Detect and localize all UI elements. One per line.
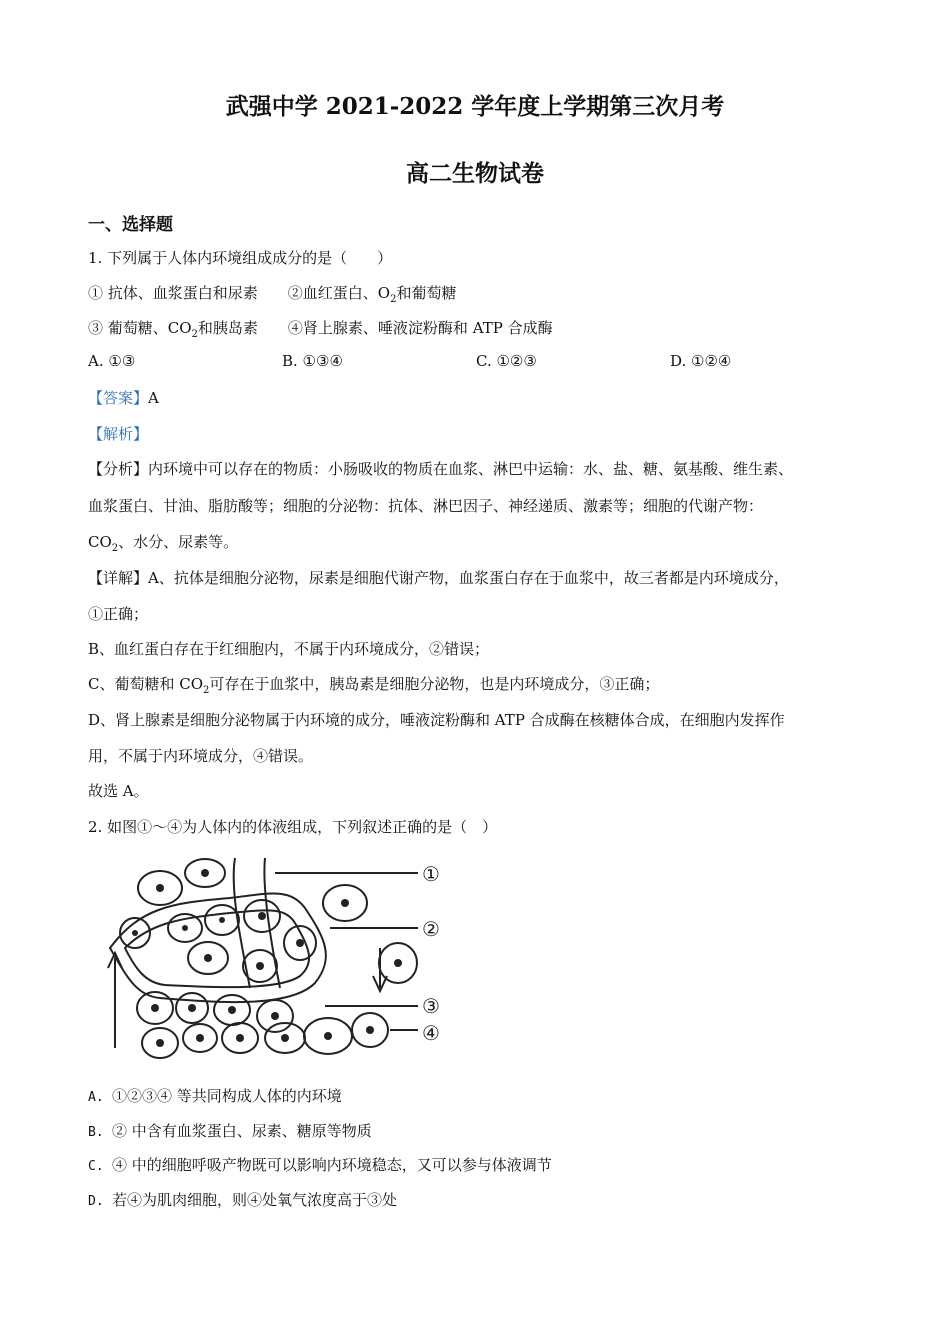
section-heading: 一、选择题 [88, 215, 173, 235]
detail-line-4: C、葡萄糖和 $CO_2$可存在于血浆中，胰岛素是细胞分泌物，也是内环境成分，③正确； [88, 675, 660, 696]
capillary-inner-wall [125, 910, 309, 987]
figure-label-2: ② [422, 917, 440, 941]
analysis-line-1: 【分析】内环境中可以存在的物质：小肠吸收的物质在血浆、淋巴中运输：水、盐、糖、氨基酸、维生素、 [88, 460, 794, 478]
conclusion: 故选 A。 [88, 782, 149, 800]
detail-line-6: 用，不属于内环境成分，④错误。 [88, 747, 314, 765]
figure-label-3: ③ [422, 994, 440, 1018]
detail-line-3: B、血红蛋白存在于红细胞内，不属于内环境成分，②错误； [88, 640, 490, 658]
q2-choice-d: D. 若④为肌肉细胞，则④处氧气浓度高于③处 [88, 1191, 398, 1209]
analysis-line-3: $CO_2$、水分、尿素等。 [88, 533, 239, 554]
exam-title: 武强中学 2021-2022 学年度上学期第三次月考 [225, 93, 725, 120]
q2-choice-a: A. ①②③④ 等共同构成人体的内环境 [88, 1087, 342, 1105]
lymphatic-vessel [234, 858, 250, 988]
q2-stem: 2. 如图①～④为人体内的体液组成，下列叙述正确的是（ ） [88, 818, 498, 836]
q2-choice-c: C. ④ 中的细胞呼吸产物既可以影响内环境稳态，又可以参与体液调节 [88, 1156, 552, 1174]
q1-option-b: B. ①③④ [282, 352, 343, 370]
detail-line-1: 【详解】A、抗体是细胞分泌物，尿素是细胞代谢产物，血浆蛋白存在于血浆中，故三者都是内环境成分， [88, 569, 789, 587]
q2-choice-b: B. ② 中含有血浆蛋白、尿素、糖原等物质 [88, 1122, 372, 1140]
body-fluid-diagram [100, 848, 460, 1063]
cell-nuclei [132, 869, 402, 1047]
q1-items-row2: ③ 葡萄糖、$CO_2$和胰岛素 ④肾上腺素、唾液淀粉酶和 ATP 合成酶 [88, 319, 553, 340]
q1-items-row1: ① 抗体、血浆蛋白和尿素 ②血红蛋白、$O_2$和葡萄糖 [88, 284, 457, 305]
analysis-label: 【解析】 [88, 425, 149, 443]
capillary-wall [110, 894, 326, 1003]
q1-stem: 1. 下列属于人体内环境组成成分的是（ ） [88, 249, 393, 267]
q1-answer [88, 387, 159, 408]
detail-line-5: D、肾上腺素是细胞分泌物属于内环境的成分，唾液淀粉酶和 ATP 合成酶在核糖体合成，在细胞内发挥作 [88, 711, 785, 729]
q1-option-d: D. ①②④ [670, 352, 732, 370]
q1-option-a: A. ①③ [88, 352, 136, 370]
figure-label-1: ① [422, 862, 440, 886]
answer-label: 【答案】 [88, 389, 149, 407]
q1-option-c: C. ①②③ [476, 352, 537, 370]
exam-subtitle: 高二生物试卷 [406, 160, 544, 187]
figure-label-4: ④ [422, 1021, 440, 1045]
detail-line-2: ①正确； [88, 605, 149, 623]
answer-value: A [148, 389, 159, 407]
analysis-line-2: 血浆蛋白、甘油、脂肪酸等；细胞的分泌物：抗体、淋巴因子、神经递质、激素等；细胞的代谢产物： [88, 497, 764, 515]
